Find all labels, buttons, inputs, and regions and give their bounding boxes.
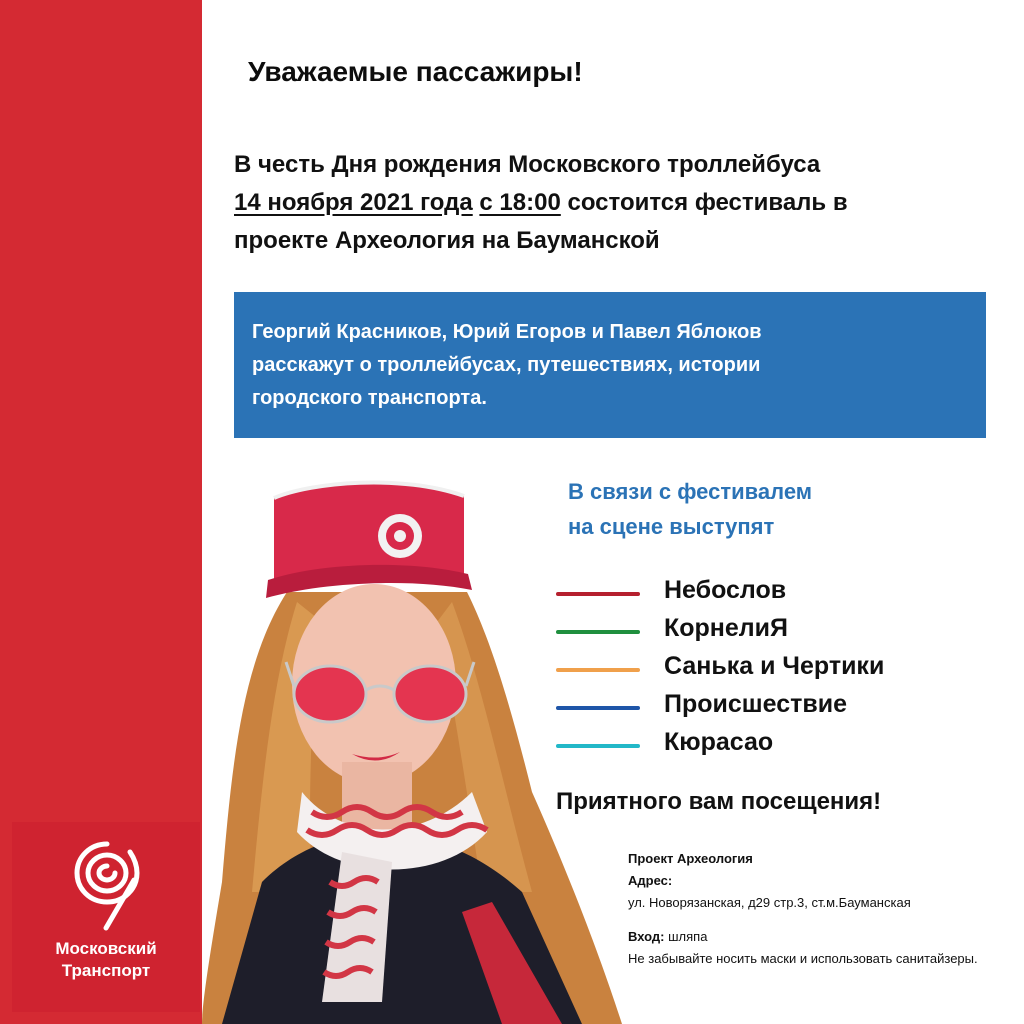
intro-line-1: В честь Дня рождения Московского троллейбуса — [234, 151, 821, 178]
intro-line-3: проекте Археология на Бауманской — [234, 227, 660, 254]
logo-line-1: Московский — [55, 939, 157, 958]
list-item — [556, 726, 976, 764]
list-item — [556, 650, 976, 688]
intro-line-2 — [234, 184, 994, 222]
list-item — [556, 688, 976, 726]
performers-heading-line-2: на сцене выступят — [568, 514, 775, 539]
performer-name: Кюрасао — [664, 728, 774, 756]
performer-name: Происшествие — [664, 690, 847, 718]
performer-name: Небослов — [664, 576, 787, 604]
intro-line-2-rest: состоится фестиваль в — [560, 189, 848, 216]
entry-line — [628, 926, 1008, 948]
event-date: 14 ноября 2021 года — [234, 189, 473, 216]
logo-line-2: Транспорт — [61, 961, 151, 980]
intro-paragraph — [234, 146, 994, 260]
address-label: Адрес: — [628, 873, 673, 888]
performers-list — [556, 574, 976, 764]
line-color-bar — [556, 592, 640, 596]
address-value: ул. Новорязанская, д29 стр.3, ст.м.Бауманская — [628, 895, 911, 910]
venue-name: Проект Археология — [628, 851, 753, 866]
speakers-line-3: городского транспорта. — [252, 387, 487, 409]
venue-info — [628, 848, 1008, 970]
line-color-bar — [556, 630, 640, 634]
entry-value: шляпа — [664, 929, 708, 944]
event-time: с 18:00 — [479, 189, 561, 216]
line-color-bar — [556, 706, 640, 710]
mask-note: Не забывайте носить маски и использовать санитайзеры. — [628, 951, 978, 966]
list-item — [556, 574, 976, 612]
list-item — [556, 612, 976, 650]
line-color-bar — [556, 744, 640, 748]
performers-heading — [568, 474, 888, 544]
performer-name: Санька и Чертики — [664, 652, 885, 680]
moscow-transport-9-icon — [72, 840, 142, 932]
line-color-bar — [556, 668, 640, 672]
speakers-line-1: Георгий Красников, Юрий Егоров и Павел Яблоков — [252, 321, 762, 343]
page-title: Уважаемые пассажиры! — [248, 56, 583, 87]
moscow-transport-logo — [12, 822, 200, 1012]
speakers-text — [252, 316, 972, 415]
performer-name: КорнелиЯ — [664, 614, 789, 642]
speakers-box — [234, 292, 986, 438]
speakers-line-2: расскажут о троллейбусах, путешествиях, истории — [252, 354, 761, 376]
closing-text: Приятного вам посещения! — [556, 788, 882, 815]
performers-heading-line-1: В связи с фестивалем — [568, 479, 813, 504]
entry-label: Вход: — [628, 929, 665, 944]
